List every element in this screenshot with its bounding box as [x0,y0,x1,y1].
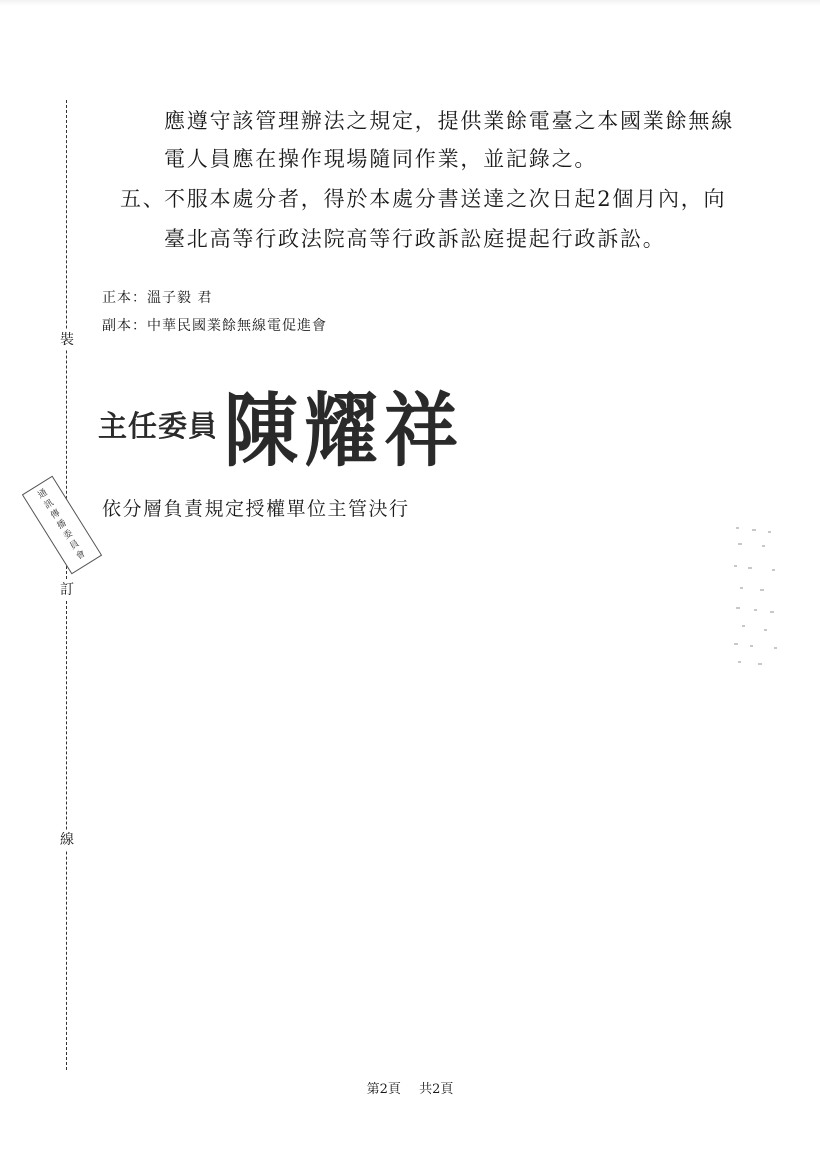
body-line-2: 電人員應在操作現場隨同作業，並記錄之。 [164,147,598,171]
seal-stamp [22,476,102,575]
svg-text:通: 通 [36,487,50,502]
seal-stamp-graphic [23,477,101,573]
svg-text:員: 員 [68,538,82,552]
svg-text:委: 委 [61,528,75,542]
svg-text:陳耀祥: 陳耀祥 [224,384,464,472]
scan-speckles [732,525,782,670]
binding-char-bottom: 線 [57,830,77,850]
page-total: 共2頁 [419,1082,454,1097]
body-line-1: 應遵守該管理辦法之規定，提供業餘電臺之本國業餘無線 [164,109,734,133]
page-number: 第2頁 [366,1082,401,1097]
chairman-signature [96,372,486,472]
svg-text:傳: 傳 [49,508,63,522]
page-footer [0,1078,820,1097]
body-line-3: 不服本處分者，得於本處分書送達之次日起2個月內，向 [164,187,727,211]
delegation-note: 依分層負責規定授權單位主管決行 [102,498,410,520]
svg-text:會: 會 [74,548,88,563]
scan-top-edge [0,0,820,6]
item-5-marker: 五、 [120,187,166,211]
binding-char-middle: 訂 [57,580,77,600]
binding-char-top: 裝 [57,330,77,350]
copy-recipient: 副本：中華民國業餘無線電促進會 [102,318,327,334]
body-line-4: 臺北高等行政法院高等行政訴訟庭提起行政訴訟。 [164,227,666,251]
svg-text:主任委員: 主任委員 [98,409,219,443]
original-recipient: 正本：溫子毅 君 [102,290,213,306]
signature-graphic [96,372,486,472]
svg-text:訊: 訊 [42,498,56,512]
svg-text:播: 播 [55,518,69,532]
